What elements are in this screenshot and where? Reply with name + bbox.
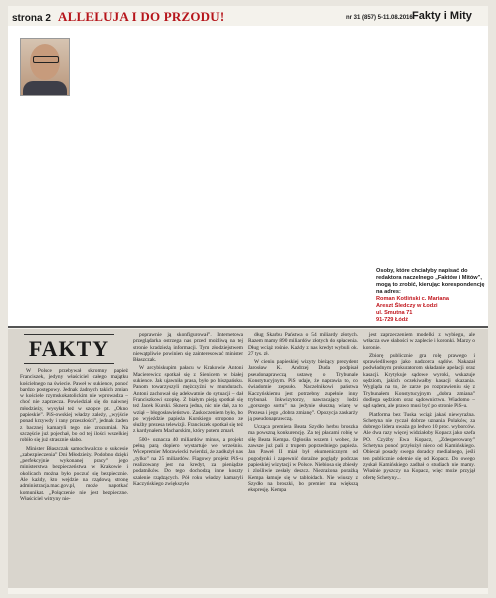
address-line: Roman Kotliński c. Mariana [376, 296, 450, 302]
paragraph: Platforma bez Tuska wciąż jakaś niewyraźna. Schetyna nie ryczał dobrze uznania Polaków, za dobrego lidera uważa go ledwo 10 proc. wyborców. Ale dwa razy więcej widziałoby Kopacz jako szefa PO. Czyżby Ewa Kopacz, „Zdesperowany” Schetyna ponoć przyłożył nieco od Kamińskiego. Obiecał posady swego doradcy medialnego, jeśli ten publicznie odetnie się od Kopacz. Do owego zyskał Kamińskiego zadbał o studiach nie mamy. Właśnie pyszczy na Kopacz, więc może przyjął ofertę Schetyny... [363, 411, 475, 481]
paragraph: W cieniu papieskiej wizyty bieżący prezydent Jarosław K. Andrzej Duda podpisał pseudonaprawczą ustawę o Trybunale Konstytucyjnym. PiS udaje, że naprawia to, co świadomie zepsuło. Naczelnikowi państwa Kaczyńskiemu jest potrzebny zupełnie inny trybunał. Inkwizytorzy, nawracający lodzi „gorszego sortu” na jedynie słuszną wiarę w Prezesa i jego „dobra zmianę”. Opozycja zaskarży ją pseudonaprawczą. [248, 359, 358, 422]
paragraph: Ucząca premiera Beata Szydło herbu broszka ma powszną konkurencję. Za tej płacami robię w siłę Beata Kempa. Ogłosiła wszem i wobec, że zawsze już pali z trupem poprzedniego papieża. Jan Paweł II miał był ekumenicznym od pogodynki i zapewnić doraźne poglądy podczas papieskiej wizytacji w Polsce. Niebiosa się zbiesły i zlośliwie zesłały deszcz. Niezrażona porażką Kempa łamuje się w tabloidach. Nie wiuszy z Szydło na broszki, bo premier ma większą ekspresję. Kempa [248, 424, 358, 494]
paragraph: W arcybiskupim pałacu w Krakowie Antoni Macierewicz spotkał się z Sienicem w białej sukience. Jak ujawniła prasa, było po hiszpańsku. Panom towarzyszyli mężczyźni w mundurach. Antoni zachował się adekwatnie do sytuacji – dał Franciszkowi szopkę. Z białym pieją spotkał się też Jacek Kurski. Sknera jedna, nic nie dał, za to wziął – błogosławieństwo. Zaskoczeniem było, bo po wyjeździe papieża Kurskiego stropono ze służby prezesa telewizji. Franciszek spotkał się też z kardynałem Macharskim, który potem zmarł. [133, 365, 243, 435]
column-3 [248, 332, 358, 590]
paragraph: W Polsce przebywał skromny papież Franciszek, jedyny właściciel całego majątku kościelnego na świecie. Paweł w sukience, ponoć bardzo postępowy. Jednak żadnych takich zmian w kościele rzymskokatolickim nie wprowadza – choć nie zaprzecza. Powiedział się do naiwnej młodzieży, wysyłał też w szopce pt. „Okno papieskie”. PiS-owskiej władzy zależy, „wyjście ponad krzywdy i rany przeszłości”, jednak żaden z bacznej kamaryli tego nie zrozumiał. Na szczęście już pojechał, bo od tej ilości wszelkiej robiło się już strasznie słabo. [20, 368, 128, 444]
page-number: strona 2 [12, 13, 51, 24]
column-2 [133, 332, 243, 590]
address-line: 91-729 Łódź [376, 317, 409, 323]
banner [8, 26, 488, 96]
column-1 [20, 368, 128, 590]
paragraph: poprawnie ją skonfigurował”. Internetowa przeglądarka ostrzega nas przed możliwą na tej stronie kradzieżą informacji. Tym złodziejstwem niewątpliwie powinien się zainteresować minister Błaszczak. [133, 332, 243, 364]
header-title: ALLELUJA I DO PRZODU! [58, 9, 225, 24]
address-intro: Osoby, które chciałyby napisać do redaktora naczelnego „Faktów i Mitów”, mogą to zrobić, kierując korespondencję na adres: [376, 268, 485, 295]
address-line: Areszt Śledczy w Łodzi [376, 303, 438, 309]
author-photo [20, 38, 70, 96]
brand-name: Fakty i Mity [412, 10, 472, 22]
paragraph: Minister Błaszczak samochwalczo o sukcesie „zabezpieczenia” Dni Młodzieży. Podobno dzięki „perfekcyjnie wykonanej pracy” jego ministerstwa bezpieczeństwa w Krakowie i okolicach można było poczuć się bezpiecznie. Ale każdy, kto wejdzie na rządową stronę administracja.mac.gov.pl, może napotkać komunikat. „Połączenie nie jest bezpieczne. Właściciel witryny nie- [20, 445, 128, 502]
paragraph: 500+ oznacza 40 miliardów minus, a projekt pełną parą dopiero wystartuje we wrześniu. Wicepremier Morawiecki twierdzi, że zadłużył nas „tylko” na 25 miliardów. Flagowy projekt PiS-u realizowany jest na kredyt, za pieniądze podatników. Do tego dochodzą inne koszty szalenie rządzących. Pół roku władzy kamaryli Kaczyńskiego zwiększyło [133, 436, 243, 487]
address-line: ul. Smutna 71 [376, 310, 413, 316]
paragraph: dług Skarbu Państwa o 54 miliardy złotych. Razem mamy 890 miliardów złotych do spłacenia. Dług wciąż rośnie. Każdy z nas kredyt wybuli ok. 27 tys. zł. [248, 332, 358, 357]
section-logo: FAKTY [24, 334, 114, 364]
section-divider [8, 326, 488, 328]
paragraph: Zbiorę publicznie gra rolę prawego i sprawiedliwego jako nadzorca sądów. Nakazał podwładnym prokuratorom składanie apelacji oraz kasacji. Krytykuje sądowe wyroki, wskazuje sędziom, jakich oczekiwałby kasacji skazania. Wygląda na to, że zarze po rozprawieniu się z Trybunałem Konstytucyjnym „dobra zmiana” dodlega sędziom oraz sądownictwu. Wiadomo – sąd sądem, ale prawo musi być po stronie PiS-u. [363, 352, 475, 410]
address-box [376, 268, 488, 328]
issue-info: nr 31 (857) 5-11.08.2016 [346, 15, 413, 21]
paragraph: jest zaprzeczeniem modelki z wybiegu, ale wtłacza swe słabości w zaplecie i koronki. Marzy o koronie. [363, 332, 475, 351]
column-4 [363, 332, 475, 590]
